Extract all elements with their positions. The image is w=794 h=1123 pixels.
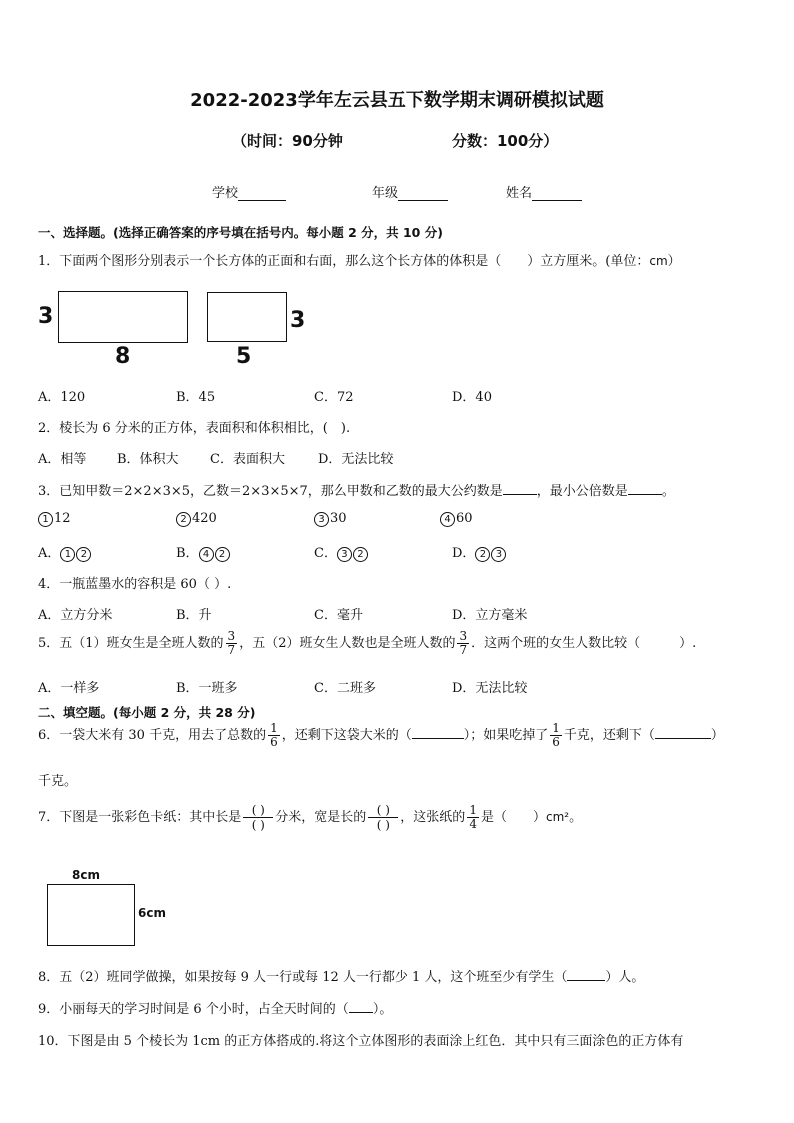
q3-gcd-blank[interactable] — [503, 482, 537, 495]
q3-text-end: 。 — [661, 484, 675, 499]
grade-label: 年级 — [372, 186, 399, 201]
fraction-3-7 — [226, 630, 238, 657]
q3-item-value: 12 — [54, 511, 71, 526]
fraction-denominator: 6 — [552, 735, 560, 749]
q1-option-c[interactable]: C．72 — [314, 390, 354, 405]
circled-number: 4 — [199, 547, 214, 562]
question-5 — [38, 630, 696, 657]
page-title: 2022-2023学年左云县五下数学期末调研模拟试题 — [190, 90, 604, 111]
q3-item-value: 30 — [330, 511, 347, 526]
circled-number: 3 — [314, 512, 329, 527]
school-field — [212, 182, 286, 201]
q3-item-4 — [440, 511, 473, 527]
q5-text-mid: ，五（2）班女生人数也是全班人数的 — [239, 636, 456, 651]
fraction-denominator: 7 — [227, 643, 236, 657]
q7-text-b: 分米，宽是长的 — [275, 810, 367, 825]
fraction-numerator: 1 — [270, 721, 278, 735]
q4-option-d[interactable]: D．立方毫米 — [452, 608, 528, 623]
question-2: 2．棱长为 6 分米的正方体，表面积和体积相比，( ). — [38, 421, 351, 436]
q3-item-3 — [314, 511, 347, 527]
q2-option-b[interactable]: B．体积大 — [117, 452, 179, 467]
circled-number: 2 — [353, 547, 368, 562]
circled-number: 3 — [337, 547, 352, 562]
fraction-denominator: 6 — [270, 735, 278, 749]
q1-option-d[interactable]: D．40 — [452, 390, 492, 405]
fraction-numerator: ( ) — [368, 803, 398, 818]
fraction-denominator: ( ) — [251, 818, 265, 832]
q5-option-b[interactable]: B．一班多 — [176, 681, 238, 696]
q2-option-c[interactable]: C．表面积大 — [210, 452, 285, 467]
q6-text-b: ，还剩下这袋大米的（ — [281, 728, 412, 743]
q7-text-e: 。 — [569, 810, 583, 825]
q3-option-b[interactable] — [176, 542, 231, 562]
option-letter: A． — [38, 546, 61, 561]
fraction-numerator: 3 — [459, 629, 468, 643]
q3-item-value: 60 — [456, 511, 473, 526]
exam-time: （时间：90分钟 — [232, 132, 343, 150]
name-blank[interactable] — [532, 186, 582, 201]
q7-text: 7．下图是一张彩色卡纸：其中长是 — [38, 810, 242, 825]
circled-number: 2 — [176, 512, 191, 527]
blank-fraction[interactable] — [368, 803, 398, 832]
q3-text-mid: ，最小公倍数是 — [536, 484, 628, 499]
question-3 — [38, 480, 675, 499]
card-length-label: 8cm — [72, 868, 100, 882]
front-length-label: 8 — [115, 344, 131, 369]
q6-text-d: 千克，还剩下（ — [563, 728, 655, 743]
q6-blank-1[interactable] — [412, 726, 464, 739]
option-letter: D． — [452, 546, 476, 561]
q5-text-end: ．这两个班的女生人数比较（ ）. — [471, 636, 697, 651]
q5-option-a[interactable]: A．一样多 — [38, 681, 100, 696]
q1-option-a[interactable]: A．120 — [38, 390, 86, 405]
side-width-label: 5 — [236, 344, 252, 369]
q1-text-end: ） — [667, 254, 681, 269]
fraction-denominator: ( ) — [376, 818, 390, 832]
q3-item-2 — [176, 511, 217, 527]
q9-text-end: ）。 — [372, 1002, 393, 1017]
circled-number: 2 — [76, 547, 91, 562]
q6-text-e: ） — [710, 728, 724, 743]
q6-line-2: 千克。 — [38, 774, 78, 789]
q3-option-c[interactable] — [314, 542, 369, 562]
q3-option-d[interactable] — [452, 542, 507, 562]
fraction-numerator: 3 — [227, 629, 236, 643]
school-blank[interactable] — [238, 186, 286, 201]
name-field — [506, 182, 582, 201]
section-1-heading: 一、选择题。(选择正确答案的序号填在括号内。每小题 2 分，共 10 分) — [38, 225, 443, 240]
circled-number: 1 — [38, 512, 53, 527]
fraction-3-7 — [457, 630, 469, 657]
q1-unit: cm — [649, 254, 668, 268]
q4-option-c[interactable]: C．毫升 — [314, 608, 363, 623]
circled-number: 2 — [215, 547, 230, 562]
q2-option-d[interactable]: D．无法比较 — [318, 452, 394, 467]
q6-text: 6．一袋大米有 30 千克，用去了总数的 — [38, 728, 267, 743]
option-letter: C． — [314, 546, 337, 561]
q4-option-a[interactable]: A．立方分米 — [38, 608, 113, 623]
exam-score: 分数：100分） — [452, 132, 559, 150]
school-label: 学校 — [212, 186, 239, 201]
fraction-1-6 — [550, 722, 562, 749]
question-1 — [38, 250, 681, 269]
fraction-numerator: ( ) — [243, 803, 273, 818]
fraction-numerator: 1 — [552, 721, 560, 735]
q1-text: 1．下面两个图形分别表示一个长方体的正面和右面，那么这个长方体的体积是（ ）立方厘米。(单位： — [38, 254, 650, 269]
circled-number: 2 — [475, 547, 490, 562]
question-10: 10．下图是由 5 个棱长为 1cm 的正方体搭成的.将这个立体图形的表面涂上红色．其中只有三面涂色的正方体有 — [38, 1034, 684, 1049]
q8-text-end: ）人。 — [605, 970, 645, 985]
q3-lcm-blank[interactable] — [628, 482, 662, 495]
question-8 — [38, 966, 644, 985]
front-face-rect — [58, 291, 188, 343]
q2-option-a[interactable]: A．相等 — [38, 452, 87, 467]
fraction-denominator: 7 — [459, 643, 468, 657]
q8-blank[interactable] — [567, 968, 605, 981]
q8-text: 8．五（2）班同学做操，如果按每 9 人一行或每 12 人一行都少 1 人，这个班至少有学生（ — [38, 970, 568, 985]
q9-blank[interactable] — [349, 1000, 373, 1013]
q4-option-b[interactable]: B．升 — [176, 608, 212, 623]
grade-field — [372, 182, 448, 201]
q6-blank-2[interactable] — [655, 726, 711, 739]
q7-text-c: ，这张纸的 — [400, 810, 466, 825]
q5-option-c[interactable]: C．二班多 — [314, 681, 376, 696]
question-7 — [38, 803, 582, 832]
q3-item-value: 420 — [192, 511, 217, 526]
q5-option-d[interactable]: D．无法比较 — [452, 681, 528, 696]
card-rect — [47, 884, 135, 946]
fraction-numerator: 1 — [469, 803, 477, 817]
grade-blank[interactable] — [398, 186, 448, 201]
q3-item-1 — [38, 511, 71, 527]
circled-number: 3 — [491, 547, 506, 562]
q7-unit: cm² — [545, 810, 570, 824]
circled-number: 1 — [60, 547, 75, 562]
question-9 — [38, 998, 392, 1017]
section-2-heading: 二、填空题。(每小题 2 分，共 28 分) — [38, 705, 256, 720]
circled-number: 4 — [440, 512, 455, 527]
q7-text-d: 是（ ） — [480, 810, 546, 825]
side-height-label: 3 — [290, 308, 306, 333]
fraction-1-6 — [268, 722, 280, 749]
question-4: 4．一瓶蓝墨水的容积是 60（ ）. — [38, 577, 232, 592]
q9-text: 9．小丽每天的学习时间是 6 个小时，占全天时间的（ — [38, 1002, 349, 1017]
question-6 — [38, 722, 724, 749]
side-face-rect — [207, 292, 287, 342]
blank-fraction[interactable] — [243, 803, 273, 832]
front-height-label: 3 — [38, 304, 54, 329]
card-width-label: 6cm — [138, 906, 166, 920]
fraction-denominator: 4 — [469, 817, 477, 831]
q1-option-b[interactable]: B．45 — [176, 390, 216, 405]
q3-option-a[interactable] — [38, 542, 92, 562]
q3-text: 3．已知甲数＝2×2×3×5，乙数＝2×3×5×7，那么甲数和乙数的最大公约数是 — [38, 484, 503, 499]
q6-text-c: ）；如果吃掉了 — [463, 728, 549, 743]
option-letter: B． — [176, 546, 199, 561]
q5-text: 5．五（1）班女生是全班人数的 — [38, 636, 224, 651]
fraction-1-4 — [467, 804, 479, 831]
name-label: 姓名 — [506, 186, 533, 201]
